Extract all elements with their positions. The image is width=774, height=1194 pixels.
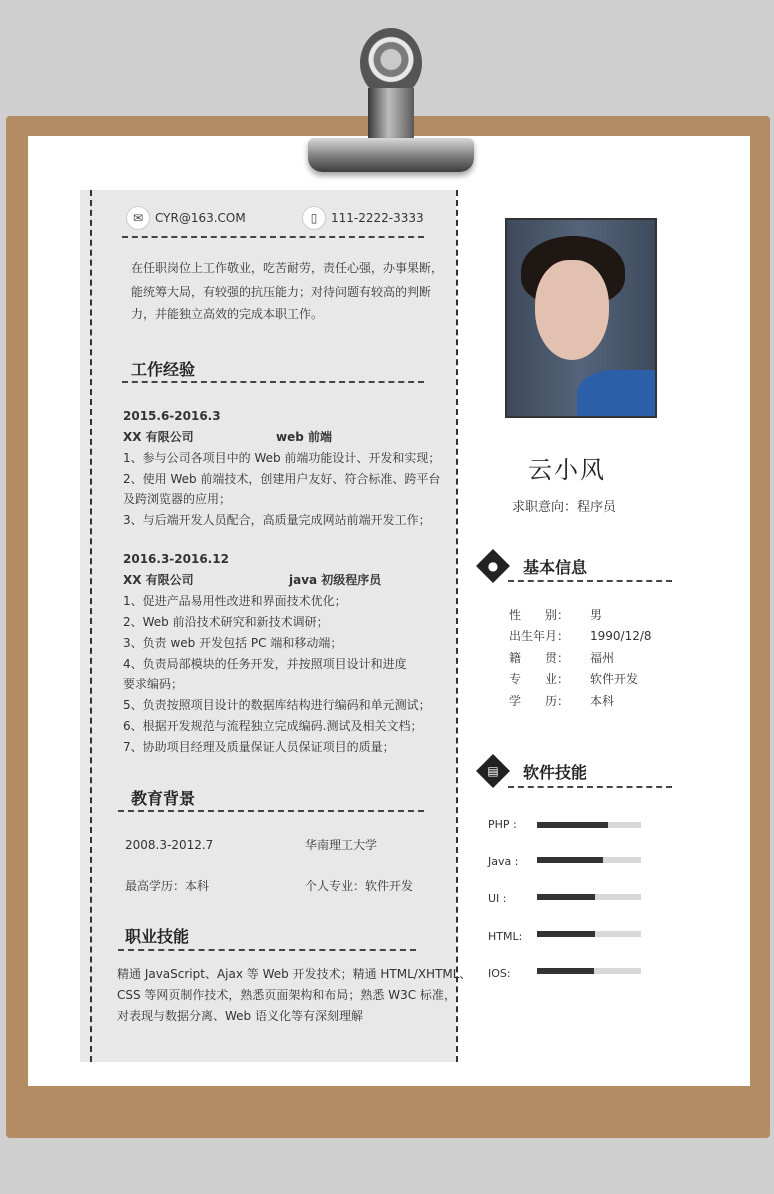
experience-divider (122, 381, 424, 383)
skill-bar-fill (537, 894, 595, 900)
job-line: 1、参与公司各项目中的 Web 前端功能设计、开发和实现； (123, 451, 441, 465)
software-skills-divider (508, 786, 672, 788)
face-shape (535, 260, 609, 360)
skill-label: IOS: (488, 967, 511, 980)
candidate-name: 云小风 (528, 456, 606, 484)
profile-photo (505, 218, 657, 418)
job-period: 2015.6-2016.3 (123, 409, 221, 423)
phone-icon: ▯ (302, 206, 326, 230)
contact-divider (122, 236, 424, 238)
skills-line: 对表现与数据分离、Web 语义化等有深刻理解 (117, 1009, 363, 1023)
job-line: 5、负责按照项目设计的数据库结构进行编码和单元测试； (123, 698, 431, 712)
job-line: 1、促进产品易用性改进和界面技术优化； (123, 594, 347, 608)
skill-bar-track (537, 894, 641, 900)
info-value: 男 (590, 608, 603, 622)
skill-bar-fill (537, 822, 608, 828)
skill-bar-track (537, 857, 641, 863)
job-period: 2016.3-2016.12 (123, 552, 229, 566)
job-line: 3、与后端开发人员配合，高质量完成网站前端开发工作； (123, 513, 431, 527)
education-degree: 最高学历：本科 (125, 879, 210, 893)
info-value: 本科 (590, 694, 615, 708)
skill-label: PHP : (488, 818, 517, 831)
job-company: XX 有限公司 (123, 430, 194, 444)
job-line: 2、Web 前沿技术研究和新技术调研； (123, 615, 329, 629)
skills-line: 精通 JavaScript、Ajax 等 Web 开发技术；精通 HTML/XHTML、 (117, 967, 472, 981)
job-intent: 求职意向：程序员 (512, 500, 617, 515)
skill-bar-fill (537, 931, 595, 937)
right-dashed-border (456, 190, 458, 1062)
education-heading: 教育背景 (131, 789, 196, 808)
job-line: 7、协助项目经理及质量保证人员保证项目的质量； (123, 740, 395, 754)
job-company: XX 有限公司 (123, 573, 194, 587)
education-divider (118, 810, 424, 812)
info-value: 1990/12/8 (590, 629, 652, 643)
left-dashed-border (90, 190, 92, 1062)
info-value: 福州 (590, 651, 615, 665)
info-label: 专 业： (509, 672, 570, 686)
summary-line: 能统筹大局，有较强的抗压能力；对待问题有较高的判断 (131, 285, 432, 299)
skill-label: UI : (488, 892, 507, 905)
skill-bar-track (537, 822, 641, 828)
info-label: 性 别： (509, 608, 570, 622)
skill-label: HTML: (488, 930, 523, 943)
skills-heading: 职业技能 (125, 927, 190, 946)
clip-stem (368, 88, 414, 144)
job-line: 4、负责局部模块的任务开发，并按照项目设计和进度 (123, 657, 407, 671)
education-school: 华南理工大学 (305, 838, 378, 852)
education-major: 个人专业：软件开发 (305, 879, 414, 893)
user-icon: ● (476, 549, 510, 583)
job-line: 6、根据开发规范与流程独立完成编码.测试及相关文档； (123, 719, 423, 733)
job-role: web 前端 (276, 430, 332, 444)
email-text: CYR@163.COM (155, 211, 246, 225)
experience-heading: 工作经验 (131, 360, 196, 379)
basic-info-divider (508, 580, 672, 582)
job-line: 要求编码； (123, 677, 184, 691)
skills-divider (118, 949, 416, 951)
skill-bar-track (537, 931, 641, 937)
job-line: 3、负责 web 开发包括 PC 端和移动端； (123, 636, 343, 650)
jacket-shape (577, 370, 657, 418)
skill-bar-track (537, 968, 641, 974)
phone-text: 111-2222-3333 (331, 211, 424, 225)
mail-icon: ✉ (126, 206, 150, 230)
skill-bar-fill (537, 857, 603, 863)
info-label: 籍 贯： (509, 651, 570, 665)
basic-info-heading: 基本信息 (523, 558, 588, 577)
job-line: 2、使用 Web 前端技术，创建用户友好、符合标准、跨平台 (123, 472, 441, 486)
job-line: 及跨浏览器的应用； (123, 492, 232, 506)
skills-line: CSS 等网页制作技术，熟悉页面架构和布局；熟悉 W3C 标准， (117, 988, 456, 1002)
info-value: 软件开发 (590, 672, 639, 686)
info-label: 出生年月： (509, 629, 570, 643)
book-icon: ▤ (476, 754, 510, 788)
education-period: 2008.3-2012.7 (125, 838, 214, 852)
job-role: java 初级程序员 (289, 573, 382, 587)
software-skills-heading: 软件技能 (523, 763, 588, 782)
skill-label: Java : (488, 855, 519, 868)
info-label: 学 历： (509, 694, 570, 708)
summary-line: 在任职岗位上工作敬业，吃苦耐劳，责任心强，办事果断， (131, 261, 444, 275)
skill-bar-fill (537, 968, 594, 974)
summary-line: 力，并能独立高效的完成本职工作。 (131, 307, 324, 321)
binder-clip-icon (308, 138, 474, 172)
